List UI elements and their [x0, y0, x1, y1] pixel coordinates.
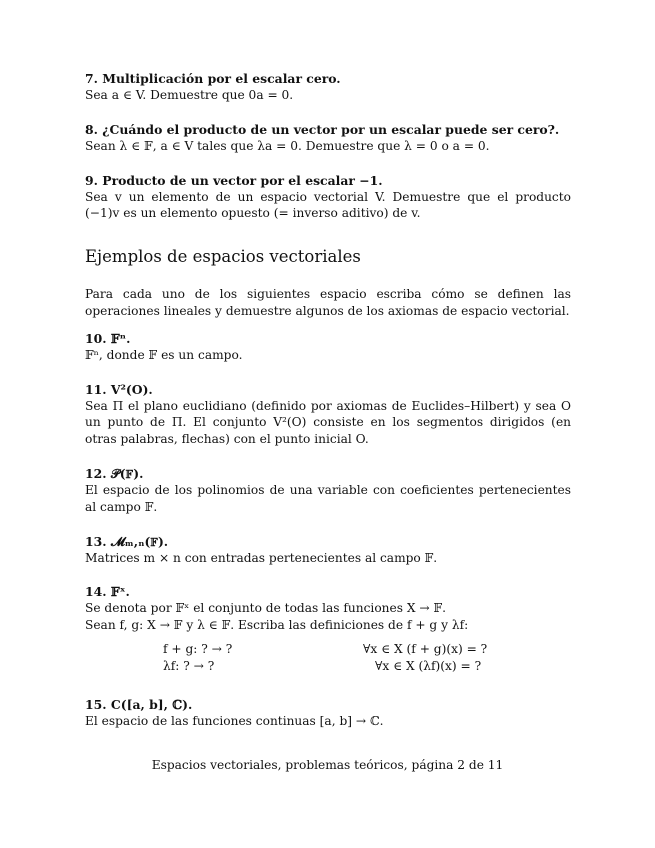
problem-statement-line2: Sean f, g: X → 𝔽 y λ ∈ 𝔽. Escriba las definiciones de f + g y λf: — [85, 618, 469, 633]
problem-title: 12. 𝒫(𝔽). — [85, 465, 144, 481]
problem-title: 13. 𝓜ₘ,ₙ(𝔽). — [85, 533, 169, 549]
problem-statement-line1: Se denota por 𝔽ˣ el conjunto de todas las funciones X → 𝔽. — [85, 601, 447, 616]
problem-title: 10. 𝔽ⁿ. — [85, 330, 131, 346]
problem-title: 11. V²(O). — [85, 381, 153, 397]
section-intro: Para cada uno de los siguientes espacio escriba cómo se definen las operaciones lineales y demuestre algunos de los axiomas de espacio vectorial. — [85, 287, 571, 318]
problem-title: 14. 𝔽ˣ. — [85, 584, 130, 600]
problem-statement: Matrices m × n con entradas pertenecientes al campo 𝔽. — [85, 550, 438, 565]
problem-10 — [85, 330, 571, 364]
sum-rule: ∀x ∈ X (f + g)(x) = ? — [363, 641, 488, 656]
document-page — [85, 70, 571, 747]
scalar-signature: λf: ? → ? — [163, 658, 215, 673]
problem-statement: Sea a ∈ V. Demuestre que 0a = 0. — [85, 88, 294, 102]
problem-11 — [85, 381, 571, 448]
problem-title: 7. Multiplicación por el escalar cero. — [85, 71, 341, 86]
problem-statement: El espacio de las funciones continuas [a, b] → ℂ. — [85, 713, 384, 728]
page-footer: Espacios vectoriales, problemas teóricos, página 2 de 11 — [151, 758, 504, 772]
problem-statement: 𝔽ⁿ, donde 𝔽 es un campo. — [85, 347, 243, 362]
section-heading: Ejemplos de espacios vectoriales — [85, 247, 361, 267]
problem-13 — [85, 533, 571, 567]
problem-9 — [85, 172, 571, 223]
definition-table — [85, 639, 571, 679]
problem-statement: Sea v un elemento de un espacio vectorial V. Demuestre que el producto (−1)v es un elemento opuesto (= inverso aditivo) de v. — [85, 189, 571, 221]
problem-8 — [85, 121, 571, 155]
problem-title: 9. Producto de un vector por el escalar −1. — [85, 172, 383, 188]
sum-signature: f + g: ? → ? — [163, 641, 233, 656]
problem-statement: Sea Π el plano euclidiano (definido por axiomas de Euclides–Hilbert) y sea O un punto de Π. El conjunto V²(O) consiste en los segmentos dirigidos (en otras palabras, flechas) con el punto inicial O. — [85, 398, 571, 447]
problem-statement: El espacio de los polinomios de una variable con coeficientes pertenecientes al campo 𝔽. — [85, 482, 571, 514]
problem-statement: Sean λ ∈ 𝔽, a ∈ V tales que λa = 0. Demuestre que λ = 0 o a = 0. — [85, 138, 490, 153]
scalar-rule: ∀x ∈ X (λf)(x) = ? — [375, 658, 482, 673]
problem-12 — [85, 465, 571, 516]
problem-title: 8. ¿Cuándo el producto de un vector por un escalar puede ser cero?. — [85, 121, 560, 137]
problem-15 — [85, 696, 571, 730]
problem-title: 15. C([a, b], ℂ). — [85, 696, 193, 712]
problem-7 — [85, 70, 571, 104]
problem-14 — [85, 583, 571, 679]
